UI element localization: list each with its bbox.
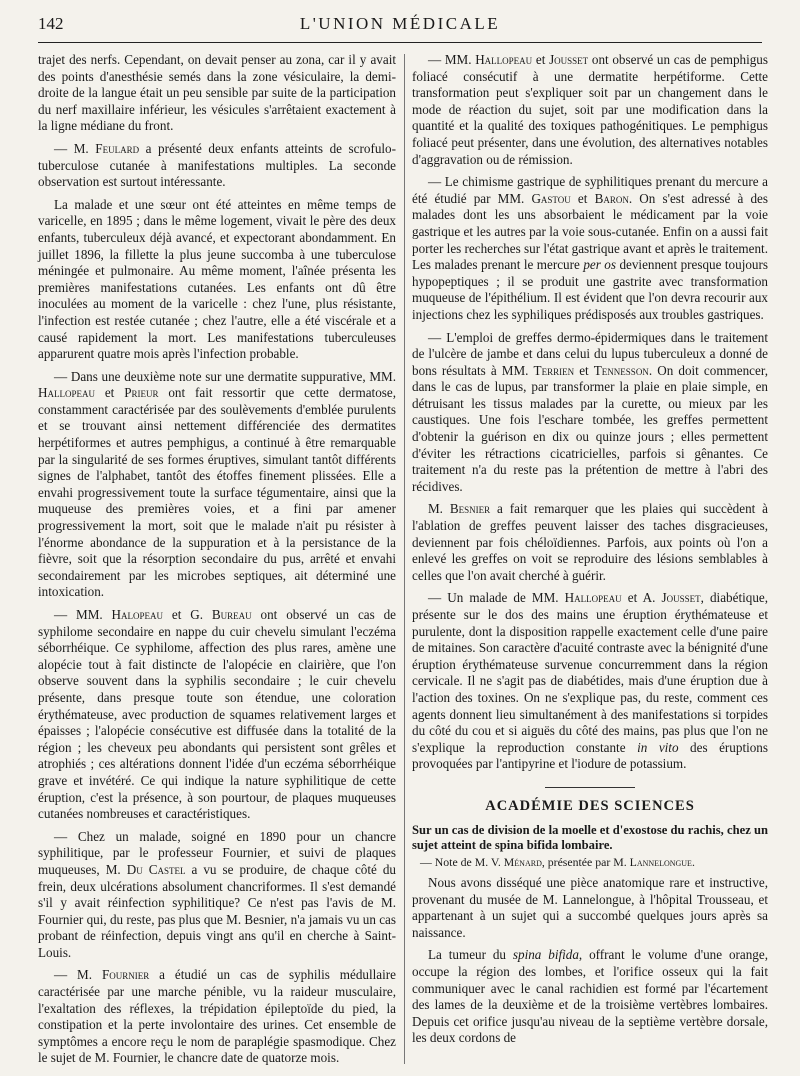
paragraph-pemphigus xyxy=(412,52,768,168)
page-number: 142 xyxy=(38,14,64,33)
author-name: Hallopeau xyxy=(38,385,95,401)
paragraph-piece-anatomique: Nous avons disséqué une pièce anatomique rare et instructive, provenant du musée de M. Lannelongue, à l'hôpital Trousseau, et appartenant à un sujet qui a succombé quelques jours après sa naissance. xyxy=(412,875,768,940)
right-column xyxy=(412,52,768,1053)
author-name: Baron xyxy=(594,190,629,206)
paragraph-reinfection xyxy=(38,829,396,962)
author-name: Terrien xyxy=(533,362,575,378)
dash-lead: — L'emploi de greffes dermo-épidermiques dans le traitement de l'ulcère de jambe et dans celui du lupus tuberculeux a donné de bons résultats à MM. xyxy=(412,329,768,378)
author-name: Bureau xyxy=(211,607,252,622)
author-name: Besnier xyxy=(449,501,491,517)
paragraph-tumeur xyxy=(412,947,768,1047)
author-name: Du Castel xyxy=(126,861,186,877)
article-title: Sur un cas de division de la moelle et d'exostose du rachis, chez un sujet atteint de spina bifida lombaire. xyxy=(412,822,768,852)
italic-term: spina bifida xyxy=(512,947,579,963)
paragraph-mitaines xyxy=(412,590,768,773)
byline-mid: , présentée par M. xyxy=(541,854,630,869)
presenter-name: Lannelongue xyxy=(629,854,692,869)
paragraph-text: , diabétique, présente sur le dos des mains une éruption érythémateuse et purulente, dont la disposition rappelle exactement celle d'une paire de mitaines. Son caractère d'acuité contraste avec la bénignité d'une éruption érythémateuse survenue concurremment dans la région cervicale. Il ne s'agit pas de diabétides, mais d'une éruption due à l'action des toxines. On ne s'explique pas, du reste, comment ces agents donnent lieu simultanément à des manifestations si torpides du côté du cou et si aiguës du côté des mains, pas plus que l'on ne s'explique la reproduction constante xyxy=(412,590,769,755)
paragraph-text: , offrant le volume d'une orange, occupe la région des lombes, et l'orifice osseux qui la fait communiquer avec le canal rachidien est formé par l'écartement des lames de la deuxième et de la troisième vertèbres lombaires. Depuis cet orifice jusqu'au niveau de la septième vertèbre dorsale, les deux cordons de xyxy=(412,947,768,1046)
italic-term: per os xyxy=(583,257,616,273)
paragraph-chimisme-gastrique xyxy=(412,174,768,323)
author-name: Feulard xyxy=(95,140,140,156)
paragraph-feulard xyxy=(38,141,396,191)
paragraph-text: ont fait ressortir que cette dermatose, constamment caractérisée par des soulèvements d'emblée purulents et se trouvant ainsi nettement différenciée des dermatites herpétiformes et autres pemphigus, a continué à être remarquable par la singularité de ses formes éruptives, simulant tantôt différents signes de l'alphabet, tantôt des étoffes finement plissées. Elle a envahi progressivement toute la surface tégumentaire, ainsi que la muqueuse des premières voies, et a fini par amener progressivement la mort, soit que le malade n'ait pu résister à l'énorme abondance de la suppuration et à la persistance de la fièvre, soit que la résorption secondaire du pus, arrêté et envahi secondairement par les microbes septiques, ait déterminé une intoxication. xyxy=(38,385,396,600)
paragraph-varicelle: La malade et une sœur ont été atteintes en même temps de varicelle, en 1895 ; dans le même logement, vivait le père des deux enfants, tuberculeux déjà avancé, et expectorant abondamment. En juillet 1896, la fillette la plus jeune succomba à une tuberculose méningée et pulmonaire. Au même moment, l'aînée présenta les premières manifestations cutanées. Les enfants ont dû être inoculées au moment de la varicelle : chez l'une, plus résistante, l'infection est restée cutanée ; chez l'autre, elle a été viscérale et a causé rapidement la mort. Les manifestations tuberculeuses apparurent quatre mois après l'infection probable. xyxy=(38,196,396,362)
paragraph-text: ont observé un cas de syphilome secondaire en nappe du cuir chevelu simulant l'eczéma séborrhéique. Ce syphilome, affection des plus rares, amène une alopécie tout à fait distincte de l'alopécie en clairière, que l'on observe souvent dans la syphilis secondaire ; le cuir chevelu présente, dans presque toute son étendue, une coloration érythémateuse, avec production de squames relativement larges et épaisses ; l'alopécie consécutive est diffusée dans la totalité de la région ; les cheveux peu abondants qui persistent sont grêles et atrophiés ; ces altérations donnent l'idée d'un eczéma séborrhéique grave et invétéré. Ce qui indique la nature syphilitique de cette éruption, c'est la présence, à son pourtour, de plaques muqueuses cutanées nombreuses et caractéristiques. xyxy=(38,607,396,822)
paragraph-dermatite-suppurative xyxy=(38,369,396,601)
dash-lead: — M. xyxy=(54,140,96,156)
left-column xyxy=(38,52,396,1073)
conjunction: et xyxy=(574,362,594,378)
author-name: Halopeau xyxy=(111,607,164,622)
lead: M. xyxy=(428,501,450,517)
paragraph-text: La tumeur du xyxy=(428,947,513,963)
dash-lead: — MM. xyxy=(54,607,112,622)
author-name: Prieur xyxy=(124,385,159,401)
author-name: Gastou xyxy=(531,190,571,206)
conjunction: et G. xyxy=(163,607,212,622)
paragraph-besnier xyxy=(412,501,768,584)
section-heading: ACADÉMIE DES SCIENCES xyxy=(485,797,695,814)
dash-lead: — MM. xyxy=(428,52,476,67)
header-rule xyxy=(38,42,762,43)
author-name: Tennesson xyxy=(593,362,649,378)
article-byline xyxy=(412,855,768,870)
paragraph-zona-continuation: trajet des nerfs. Cependant, on devait penser au zona, car il y avait des points d'anesthésie semés dans la zone vésiculaire, la demi-droite de la langue était un peu sensible par suite de la participation du nerf maxillaire inférieur, les vésicules s'arrêtaient exactement à la ligne médiane du front. xyxy=(38,52,396,134)
journal-title: L'UNION MÉDICALE xyxy=(299,14,501,33)
paragraph-text: a vu se produire, de chaque côté du frein, deux ulcérations absolument chancriformes. Il s'est demandé s'il y avait réinfection syphilitique? Ce n'est pas l'avis de M. Fournier qui, du reste, pas plus que M. Besnier, n'a jamais vu un cas probant de réinfection, depuis vingt ans qu'il en cherche à Saint-Louis. xyxy=(38,861,396,960)
dash-lead: — Chez un malade, soigné en 1890 pour un chancre syphilitique, par le professeur Fournier, et suivi de plaques muqueuses, M. xyxy=(38,828,396,877)
author-name: Fournier xyxy=(101,967,150,983)
section-rule xyxy=(545,787,635,788)
paragraph-syphilome xyxy=(38,607,396,823)
paragraph-text: des éruptions provoquées par l'antipyrine et l'iodure de potassium. xyxy=(412,739,768,772)
paragraph-text: . On doit commencer, dans le cas de lupus, par transformer la plaie en plaie simple, en détruisant les tissus malades par la curette, ou mieux par les caustiques. Une fois l'eschare tombée, les greffes permettent d'obtenir la guérison en dix ou quinze jours ; elles permettent d'éviter les rétractions cicatricielles, parfois si gênantes. Ce traitement n'a du reste pas la prétention de mettre à l'abri des récidives. xyxy=(412,362,768,494)
byline-lead: — Note de M. V. xyxy=(420,854,504,869)
paragraph-greffes xyxy=(412,330,768,496)
conjunction: et xyxy=(570,190,595,206)
paragraph-syphilis-medullaire xyxy=(38,967,396,1067)
author-name: Hallopeau xyxy=(564,590,622,606)
paragraph-text: a étudié un cas de syphilis médullaire caractérisée par une marche pénible, vu la raideur musculaire, l'exaltation des réflexes, la trépidation épileptoïde du pied, la constipation et la perte involontaire des urines. Cet ensemble de symptômes a encore reçu le nom de paraplégie spasmodique. Chez le sujet de M. Fournier, le chancre date de quatorze mois. xyxy=(38,967,396,1066)
paragraph-text: a présenté deux enfants atteints de scrofulo-tuberculose cutanée à manifestations multiples. La seconde observation est surtout intéressante. xyxy=(38,140,396,190)
column-divider xyxy=(404,54,405,1064)
dash-lead: — Le chimisme gastrique de syphilitiques prenant du mercure a été étudié par MM. xyxy=(412,174,768,206)
author-name: Jousset xyxy=(661,590,701,606)
author-name: Hallopeau xyxy=(475,52,533,67)
dash-lead: — M. xyxy=(54,967,102,983)
italic-term: in vito xyxy=(637,739,679,755)
running-header xyxy=(38,14,762,40)
paragraph-text: deviennent presque toujours hypopeptiques ; il se produit une gastrite avec transformation muqueuse de l'épithélium. Il est évident que l'on devra recourir aux injections chez les syphiliques prédisposés aux troubles gastriques. xyxy=(412,257,768,322)
dash-lead: — Un malade de MM. xyxy=(428,590,565,606)
paragraph-text: . On s'est adressé à des malades dont les uns absorbaient le médicament par la voie gastrique et les autres par la voie sous-cutanée. Enfin on a aussi fait porter les recherches sur l'état gastrique avant et après le traitement. Les malades prenant le mercure xyxy=(412,190,769,273)
author-name: Ménard xyxy=(503,854,542,869)
conjunction: et xyxy=(532,52,550,67)
conjunction: et A. xyxy=(621,590,662,606)
paragraph-text: a fait remarquer que les plaies qui succèdent à l'ablation de greffes peuvent laisser des taches disgracieuses, deviennent par fois chéloïdiennes. Parfois, aux points où l'on a enlevé les greffes on voit se reproduire des lésions semblables à celles que l'on avait cherché à guérir. xyxy=(412,501,769,583)
conjunction: et xyxy=(95,385,125,401)
author-name: Jousset xyxy=(549,52,589,67)
paragraph-text: ont observé un cas de pemphigus foliacé consécutif à une dermatite herpétiforme. Cette transformation peut s'expliquer soit par un changement dans le mode de réaction du sujet, soit par une modification dans la quantité et la qualité des toxiques pathogénitiques. Le pemphigus foliacé peut présenter, dans une évolution, des alternatives notables d'aggravation ou de rémission. xyxy=(412,52,768,167)
dash-lead: — Dans une deuxième note sur une dermatite suppurative, MM. xyxy=(54,368,396,384)
byline-end: . xyxy=(691,854,695,869)
